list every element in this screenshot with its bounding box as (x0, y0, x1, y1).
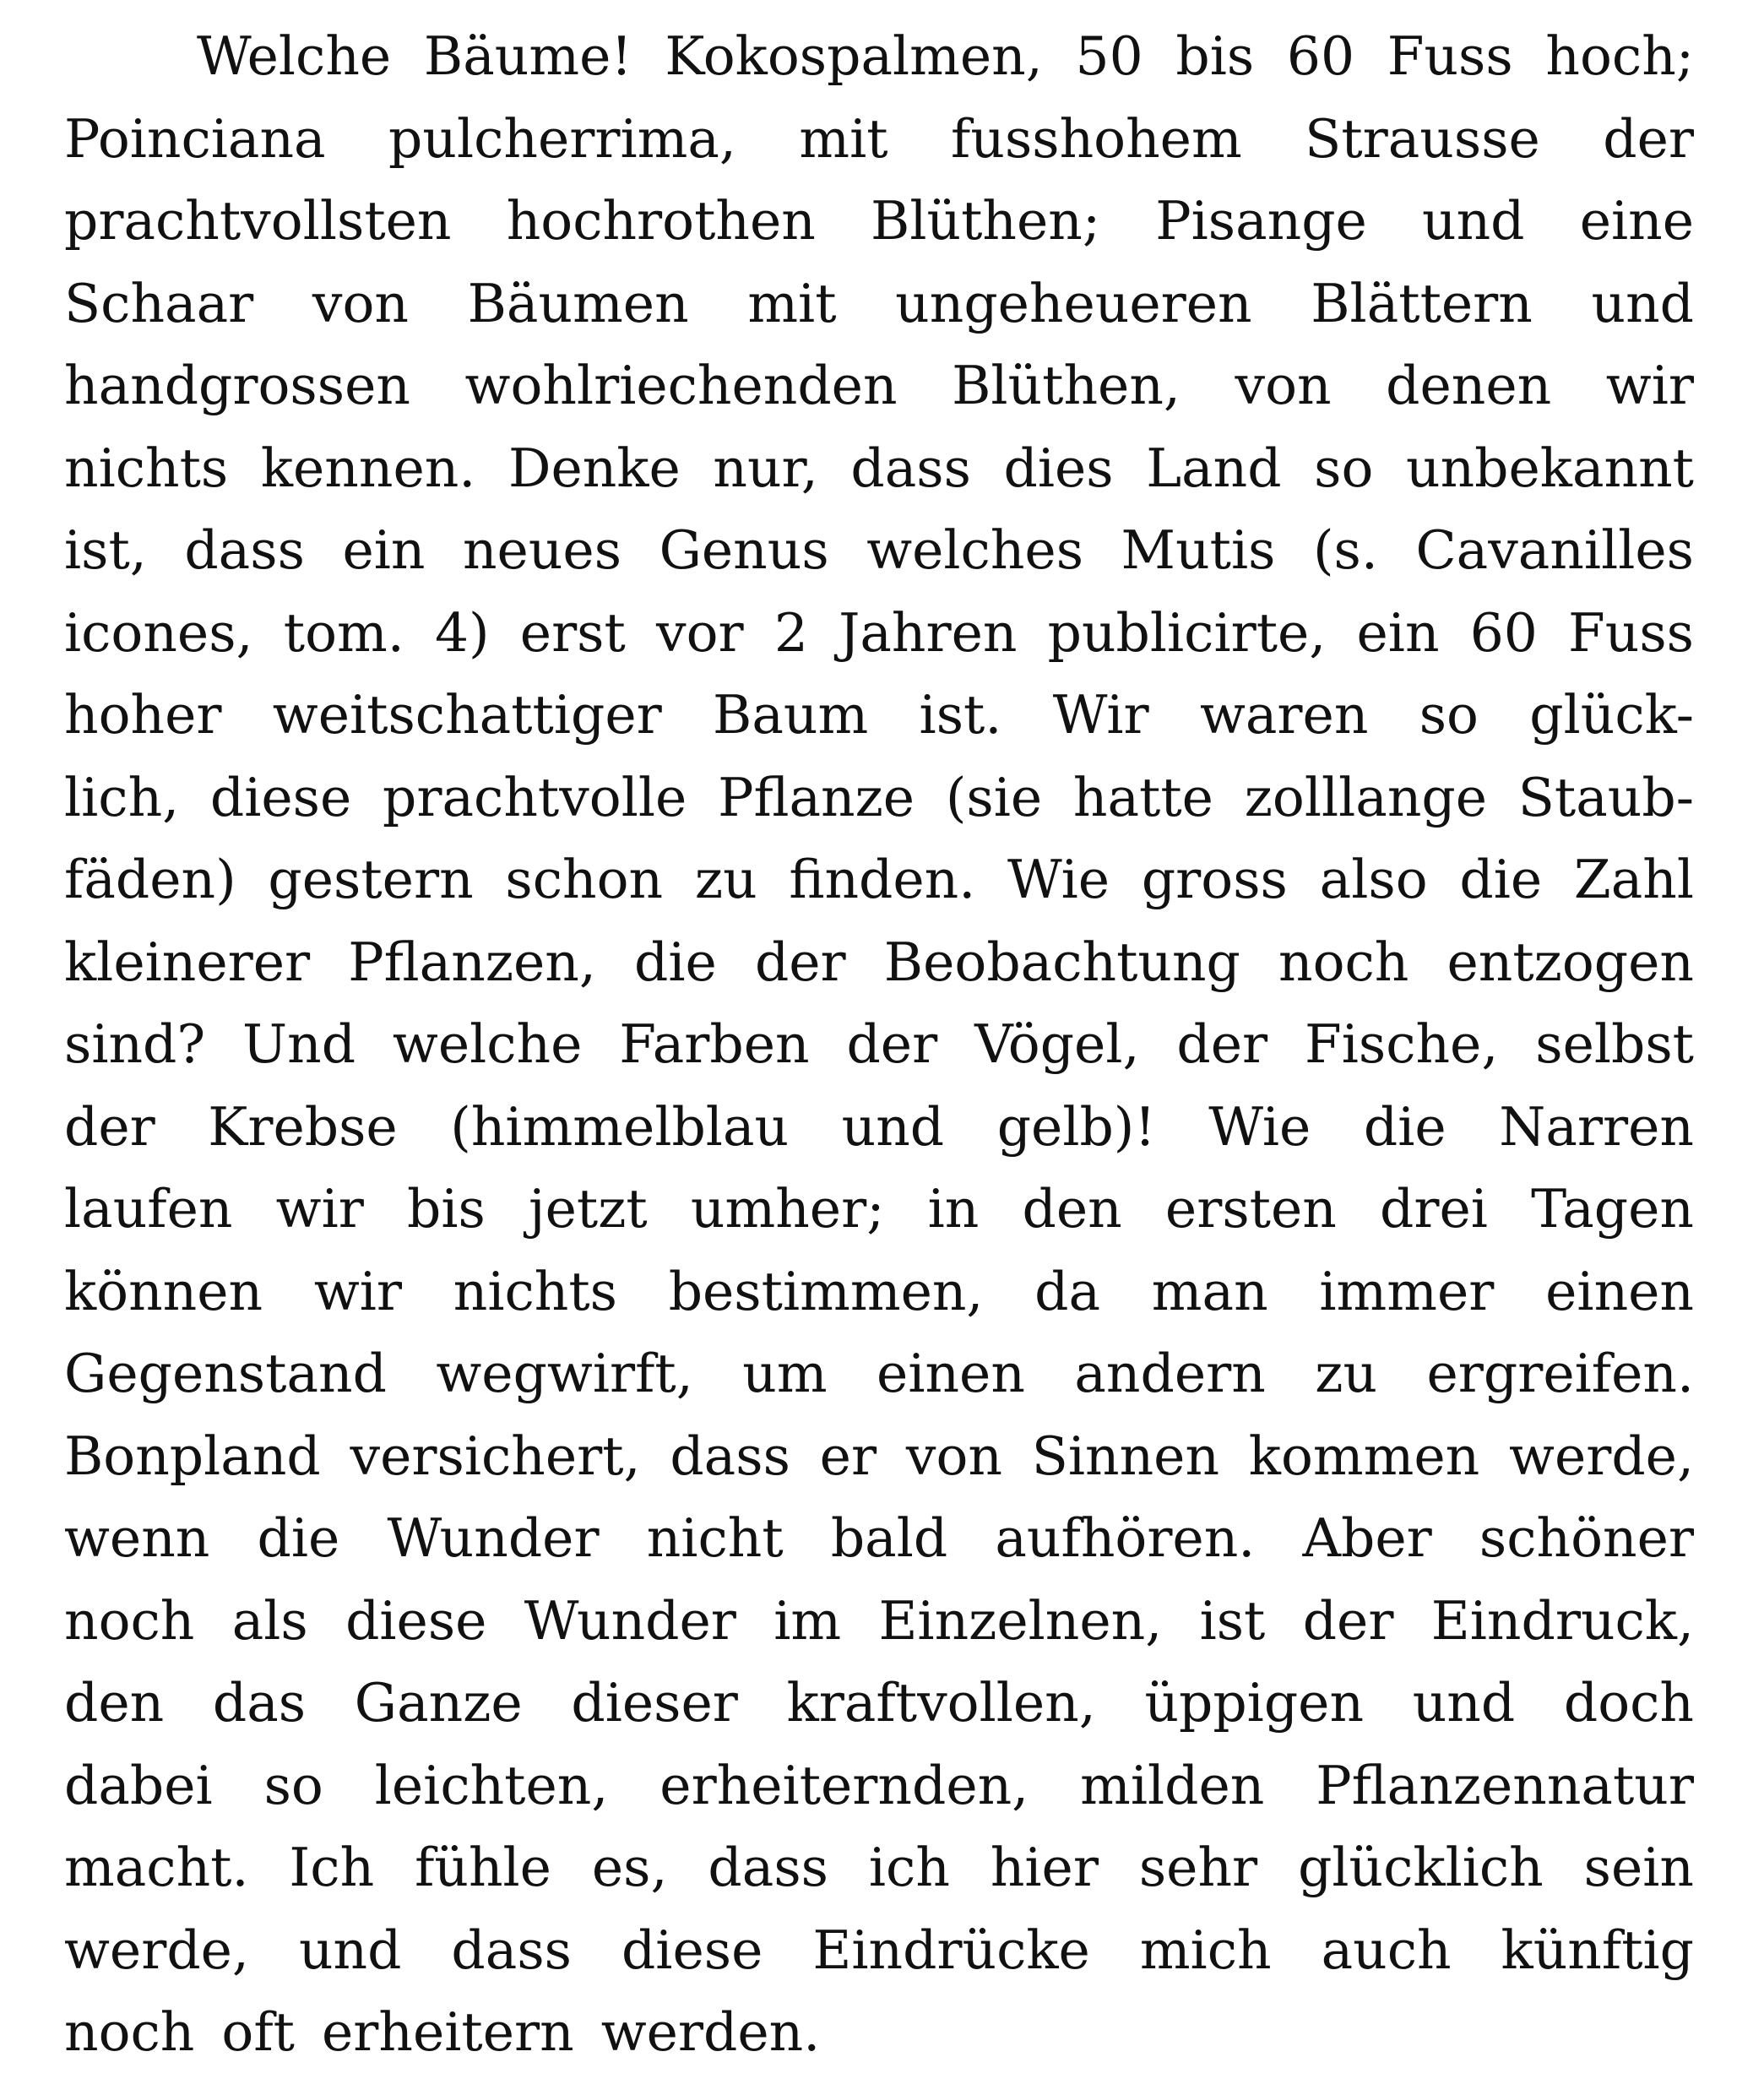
text-line: Schaar von Bäumen mit ungeheueren Blättern und (64, 272, 1694, 334)
text-line: laufen wir bis jetzt umher; in den ersten drei Tagen (64, 1178, 1694, 1240)
text-line: noch oft erheitern werden. (64, 2001, 821, 2063)
text-line: dabei so leichten, erheiternden, milden Pflanzennatur (64, 1754, 1694, 1816)
text-line: handgrossen wohlriechenden Blüthen, von denen wir (64, 355, 1694, 416)
text-line: wenn die Wunder nicht bald aufhören. Aber schöner (64, 1507, 1694, 1569)
text-line: Poinciana pulcherrima, mit fusshohem Strausse der (64, 107, 1694, 170)
text-line: icones, tom. 4) erst vor 2 Jahren publicirte, ein 60 Fuss (64, 601, 1694, 664)
text-line: noch als diese Wunder im Einzelnen, ist der Eindruck, (64, 1589, 1694, 1652)
text-line: Welche Bäume! Kokospalmen, 50 bis 60 Fuss hoch; (197, 25, 1694, 87)
text-line: sind? Und welche Farben der Vögel, der Fische, selbst (64, 1013, 1694, 1075)
text-page (64, 15, 1694, 2074)
text-line: Gegenstand wegwirft, um einen andern zu ergreifen. (64, 1343, 1694, 1404)
text-line: prachtvollsten hochrothen Blüthen; Pisange und eine (64, 190, 1694, 252)
text-line: macht. Ich fühle es, dass ich hier sehr glücklich sein (64, 1837, 1694, 1898)
text-line: Bonpland versichert, dass er von Sinnen kommen werde, (64, 1425, 1694, 1487)
text-line: können wir nichts bestimmen, da man immer einen (64, 1260, 1694, 1322)
text-line: fäden) gestern schon zu finden. Wie gross also die Zahl (64, 849, 1694, 910)
text-line: den das Ganze dieser kraftvollen, üppigen und doch (64, 1672, 1694, 1734)
text-line: kleinerer Pflanzen, die der Beobachtung noch entzogen (64, 931, 1694, 993)
text-line: ist, dass ein neues Genus welches Mutis (s. Cavanilles (64, 519, 1694, 581)
text-line: lich, diese prachtvolle Pflanze (sie hatte zolllange Staub- (64, 766, 1694, 828)
text-line: hoher weitschattiger Baum ist. Wir waren so glück- (64, 684, 1694, 746)
body-paragraph (64, 15, 1694, 2074)
text-line: werde, und dass diese Eindrücke mich auch künftig (64, 1919, 1694, 1981)
text-line: nichts kennen. Denke nur, dass dies Land so unbekannt (64, 437, 1694, 499)
text-line: der Krebse (himmelblau und gelb)! Wie die Narren (64, 1095, 1694, 1158)
